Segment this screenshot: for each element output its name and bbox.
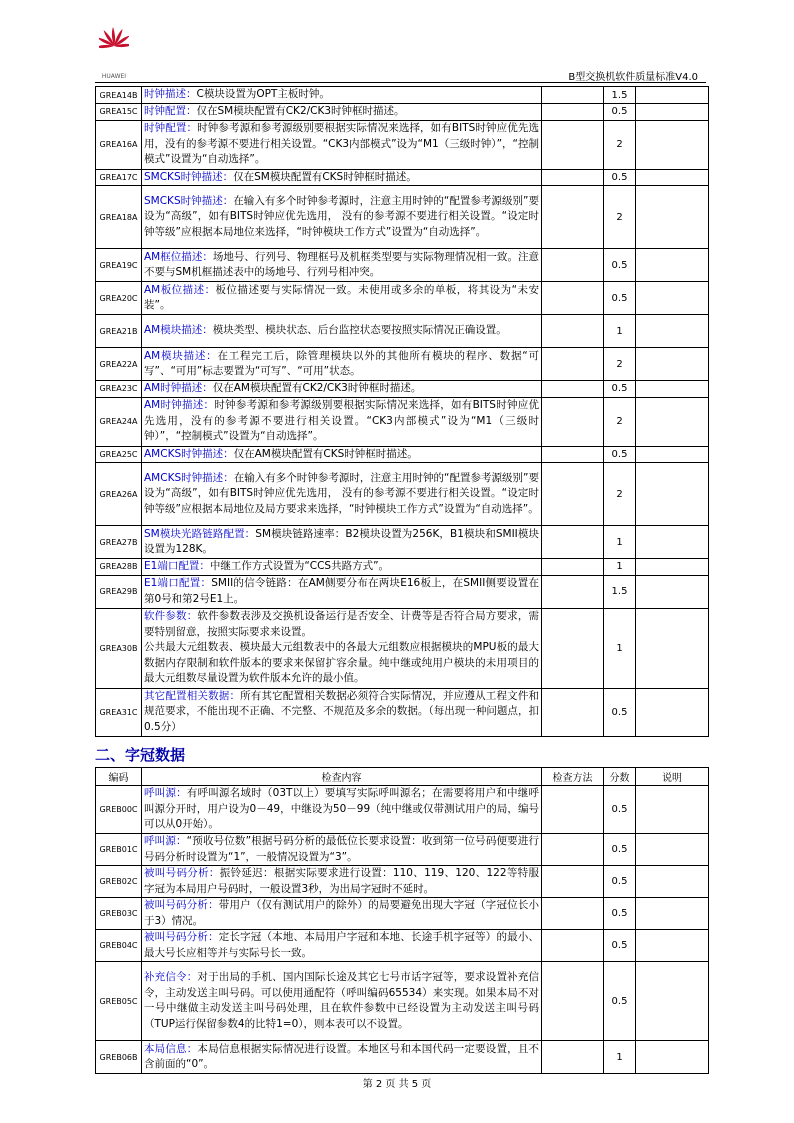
header-method: 检查方法 bbox=[542, 768, 604, 786]
row-code: GREA17C bbox=[96, 169, 142, 186]
row-content bbox=[142, 962, 542, 1041]
row-score: 1 bbox=[604, 1041, 636, 1074]
row-note bbox=[636, 381, 709, 398]
row-score: 0.5 bbox=[604, 169, 636, 186]
row-text: C模块设置为OPT主板时钟。 bbox=[196, 88, 330, 101]
row-text: 板位描述要与实际情况一致。未使用或多余的单板，将其设为“未安装”。 bbox=[144, 283, 539, 311]
table-row bbox=[96, 688, 709, 736]
row-note bbox=[636, 348, 709, 381]
row-text: SM模块链路速率：B2模块设置为256K，B1模块和SMII模块设置为128K。 bbox=[144, 527, 539, 555]
row-method bbox=[542, 866, 604, 898]
table-row bbox=[96, 559, 709, 576]
row-lead-label: AM板位描述： bbox=[144, 283, 216, 296]
row-code: GREA18A bbox=[96, 186, 142, 249]
row-score: 0.5 bbox=[604, 898, 636, 930]
row-note bbox=[636, 315, 709, 348]
row-lead-label: AM模块描述： bbox=[144, 324, 213, 337]
row-code: GREA19C bbox=[96, 249, 142, 282]
row-method bbox=[542, 186, 604, 249]
row-code: GREB03C bbox=[96, 898, 142, 930]
row-content bbox=[142, 104, 542, 121]
row-text: 带用户（仅有测试用户的除外）的局要避免出现大字冠（字冠位长小于3）情况。 bbox=[144, 899, 540, 927]
row-code: GREB05C bbox=[96, 962, 142, 1041]
row-text: 在输入有多个时钟参考源时，注意主用时钟的“配置参考源级别”要设为“高级”，如有BITS时钟应优先选用， 没有的参考源不要进行相关设置。“设定时钟等级”应根据本局地位及局方要求来选择，“时钟模块工作方式”设置为“自动选择”。 bbox=[144, 471, 539, 515]
row-code: GREA27B bbox=[96, 526, 142, 559]
row-score: 1 bbox=[604, 526, 636, 559]
table-row bbox=[96, 608, 709, 688]
row-lead-label: SMCKS时钟描述： bbox=[144, 194, 234, 207]
row-score: 1 bbox=[604, 608, 636, 688]
table-row bbox=[96, 962, 709, 1041]
row-code: GREA30B bbox=[96, 608, 142, 688]
row-note bbox=[636, 930, 709, 962]
row-content bbox=[142, 866, 542, 898]
row-text: 仅在AM模块配置有CK2/CK3时钟框时描述。 bbox=[212, 382, 422, 394]
row-code: GREB02C bbox=[96, 866, 142, 898]
row-score: 2 bbox=[604, 463, 636, 526]
row-note bbox=[636, 249, 709, 282]
row-note bbox=[636, 1041, 709, 1074]
row-lead-label: 本局信息： bbox=[144, 1042, 198, 1055]
row-content bbox=[142, 688, 542, 736]
row-note bbox=[636, 575, 709, 608]
row-content bbox=[142, 608, 542, 688]
row-note bbox=[636, 526, 709, 559]
table-row bbox=[96, 446, 709, 463]
row-note bbox=[636, 866, 709, 898]
row-score: 2 bbox=[604, 186, 636, 249]
row-score: 0.5 bbox=[604, 381, 636, 398]
row-lead-label: 其它配置相关数据： bbox=[144, 689, 241, 702]
table-row bbox=[96, 381, 709, 398]
table-row bbox=[96, 786, 709, 834]
row-text: SMII的信令链路：在AM侧要分布在两块E16板上，在SMII侧要设置在第0号和第2号E1上。 bbox=[144, 577, 539, 605]
row-lead-label: 时钟配置： bbox=[144, 105, 197, 117]
row-text: 定长字冠（本地、本局用户字冠和本地、长途手机字冠等）的最小、最大号长应相等并与实际号长一致。 bbox=[144, 931, 540, 959]
row-score: 0.5 bbox=[604, 282, 636, 315]
row-method bbox=[542, 249, 604, 282]
row-score: 0.5 bbox=[604, 834, 636, 866]
row-text: 振铃延迟：根据实际要求进行设置：110、119、120、122等特服字冠为本局用户号码时，一般设置3秒，为出局字冠时不延时。 bbox=[144, 867, 539, 895]
row-lead-label: 时钟描述： bbox=[144, 88, 197, 101]
table-row bbox=[96, 463, 709, 526]
table-row bbox=[96, 834, 709, 866]
row-content bbox=[142, 87, 542, 104]
table-row bbox=[96, 186, 709, 249]
row-code: GREA22A bbox=[96, 348, 142, 381]
row-method bbox=[542, 962, 604, 1041]
row-method bbox=[542, 575, 604, 608]
row-code: GREA26A bbox=[96, 463, 142, 526]
row-code: GREA16A bbox=[96, 120, 142, 169]
row-content bbox=[142, 898, 542, 930]
row-method bbox=[542, 446, 604, 463]
row-code: GREA29B bbox=[96, 575, 142, 608]
row-content bbox=[142, 381, 542, 398]
row-content bbox=[142, 1041, 542, 1074]
row-lead-label: E1端口配置： bbox=[144, 577, 212, 589]
document-title: B型交换机软件质量标准V4.0 bbox=[568, 72, 698, 83]
row-note bbox=[636, 688, 709, 736]
table-row bbox=[96, 898, 709, 930]
row-code: GREB00C bbox=[96, 786, 142, 834]
row-text: 场地号、行列号、物理框号及机框类型要与实际物理情况相一致。注意不要与SM机框描述表中的场地号、行列号相冲突。 bbox=[144, 250, 539, 278]
row-lead-label: 软件参数： bbox=[144, 610, 198, 623]
row-code: GREA23C bbox=[96, 381, 142, 398]
table-row bbox=[96, 1041, 709, 1074]
row-score: 0.5 bbox=[604, 446, 636, 463]
row-code: GREA25C bbox=[96, 446, 142, 463]
table-row bbox=[96, 866, 709, 898]
row-lead-label: 呼叫源： bbox=[144, 835, 187, 847]
row-content bbox=[142, 446, 542, 463]
row-text: 在输入有多个时钟参考源时，注意主用时钟的“配置参考源级别”要设为“高级”，如有BITS时钟应优先选用， 没有的参考源不要进行相关设置。“设定时钟等级”应根据本局地位来选择，“时钟模块工作方式”设置为“自动选择”。 bbox=[144, 194, 539, 238]
row-text: 时钟参考源和参考源级别要根据实际情况来选择，如有BITS时钟应优先选用，没有的参考源不要进行相关设置。“CK3内部模式”设为“M1（三级时钟）”，“控制模式”设置为“自动选择”。 bbox=[144, 399, 539, 443]
row-note bbox=[636, 186, 709, 249]
table-row bbox=[96, 348, 709, 381]
row-text: 软件参数表涉及交换机设备运行是否安全、计费等是否符合局方要求，需要特别留意，按照实际要求来设置。 公共最大元组数表、模块最大元组数表中的各最大元组数应根据模块的MPU板的最大数据内存限制和软件版本的要求来保留扩容余量。纯中继或纯用户模块的未用项目的最大元组数尽量设置为软件版本允许的最小值。 bbox=[144, 610, 540, 685]
row-content bbox=[142, 282, 542, 315]
row-method bbox=[542, 688, 604, 736]
row-score: 0.5 bbox=[604, 104, 636, 121]
row-method bbox=[542, 87, 604, 104]
row-lead-label: AMCKS时钟描述： bbox=[144, 447, 234, 460]
row-score: 0.5 bbox=[604, 866, 636, 898]
row-note bbox=[636, 786, 709, 834]
row-score: 0.5 bbox=[604, 930, 636, 962]
row-score: 2 bbox=[604, 348, 636, 381]
header-content: 检查内容 bbox=[142, 768, 542, 786]
row-content bbox=[142, 186, 542, 249]
row-score: 1 bbox=[604, 315, 636, 348]
row-lead-label: 补充信令： bbox=[144, 971, 198, 983]
row-content bbox=[142, 834, 542, 866]
row-method bbox=[542, 930, 604, 962]
row-text: 在工程完工后，除管理模块以外的其他所有模块的程序、数据“可写”、“可用”标志要置为“可写”、“可用”状态。 bbox=[144, 349, 539, 377]
row-note bbox=[636, 463, 709, 526]
row-score: 2 bbox=[604, 397, 636, 446]
row-text: 本局信息根据实际情况进行设置。本地区号和本国代码一定要设置，且不含前面的“0”。 bbox=[144, 1042, 540, 1070]
header-code: 编码 bbox=[96, 768, 142, 786]
table-row bbox=[96, 282, 709, 315]
row-lead-label: 被叫号码分析： bbox=[144, 899, 219, 911]
row-score: 0.5 bbox=[604, 962, 636, 1041]
table-row bbox=[96, 526, 709, 559]
row-method bbox=[542, 282, 604, 315]
row-score: 0.5 bbox=[604, 249, 636, 282]
row-content bbox=[142, 526, 542, 559]
row-lead-label: AM时钟描述： bbox=[144, 399, 215, 412]
row-method bbox=[542, 315, 604, 348]
row-content bbox=[142, 397, 542, 446]
row-text: 有呼叫源名域时（03T以上）要填写实际呼叫源名；在需要将用户和中继呼叫源分开时，用户设为0－49，中继设为50－99（纯中继或仅带测试用户的局，编号可以从0开始）。 bbox=[144, 787, 540, 831]
row-code: GREB06B bbox=[96, 1041, 142, 1074]
row-note bbox=[636, 120, 709, 169]
row-note bbox=[636, 834, 709, 866]
row-text: 对于出局的手机、国内国际长途及其它七号市话字冠等，要求设置补充信令，主动发送主叫号码。可以使用通配符（呼叫编码65534）来实现。如果本局不对一号中继做主动发送主叫号码处理，且在软件参数中已经设置为主动发送主叫号码（TUP运行保留参数4的比特1=0），则本表可以不设置。 bbox=[144, 971, 540, 1030]
table-row bbox=[96, 397, 709, 446]
prefix-data-table bbox=[95, 767, 709, 1074]
row-text: 仅在SM模块配置有CKS时钟框时描述。 bbox=[233, 170, 417, 183]
row-lead-label: 时钟配置： bbox=[144, 122, 198, 135]
table-row bbox=[96, 87, 709, 104]
row-method bbox=[542, 120, 604, 169]
table-row bbox=[96, 249, 709, 282]
logo-text: HUAWEI bbox=[101, 73, 127, 80]
row-content bbox=[142, 169, 542, 186]
row-code: GREA24A bbox=[96, 397, 142, 446]
row-content bbox=[142, 463, 542, 526]
row-lead-label: AM框位描述： bbox=[144, 250, 213, 263]
row-lead-label: AM模块描述： bbox=[144, 349, 218, 362]
section-heading: 二、字冠数据 bbox=[95, 746, 186, 764]
row-method bbox=[542, 786, 604, 834]
row-text: 模块类型、模块状态、后台监控状态要按照实际情况正确设置。 bbox=[212, 324, 507, 337]
row-note bbox=[636, 446, 709, 463]
row-method bbox=[542, 834, 604, 866]
header-rule bbox=[95, 82, 706, 83]
table-row bbox=[96, 930, 709, 962]
row-method bbox=[542, 463, 604, 526]
row-method bbox=[542, 169, 604, 186]
row-score: 1.5 bbox=[604, 575, 636, 608]
row-note bbox=[636, 104, 709, 121]
row-method bbox=[542, 526, 604, 559]
row-method bbox=[542, 381, 604, 398]
row-method bbox=[542, 898, 604, 930]
table-header-row bbox=[96, 768, 709, 786]
page-number: 第 2 页 共 5 页 bbox=[362, 1079, 432, 1090]
row-code: GREA14B bbox=[96, 87, 142, 104]
row-text: 仅在AM模块配置有CKS时钟框时描述。 bbox=[233, 447, 418, 460]
table-row bbox=[96, 104, 709, 121]
row-note bbox=[636, 898, 709, 930]
row-text: 所有其它配置相关数据必须符合实际情况，并应遵从工程文件和规范要求，不能出现不正确、不完整、不规范及多余的数据。（每出现一种问题点，扣0.5分） bbox=[144, 689, 539, 733]
row-text: “预收号位数”根据号码分析的最低位长要求设置：收到第一位号码便要进行号码分析时设置为“1”，一般情况设置为“3”。 bbox=[144, 835, 539, 863]
row-lead-label: 被叫号码分析： bbox=[144, 931, 219, 943]
row-code: GREA15C bbox=[96, 104, 142, 121]
row-text: 仅在SM模块配置有CK2/CK3时钟框时描述。 bbox=[196, 105, 405, 117]
table-row bbox=[96, 575, 709, 608]
row-score: 0.5 bbox=[604, 786, 636, 834]
row-code: GREB04C bbox=[96, 930, 142, 962]
row-content bbox=[142, 348, 542, 381]
row-note bbox=[636, 962, 709, 1041]
row-note bbox=[636, 559, 709, 576]
table-row bbox=[96, 315, 709, 348]
row-content bbox=[142, 930, 542, 962]
row-text: 中继工作方式设置为“CCS共路方式”。 bbox=[209, 560, 390, 572]
row-lead-label: SMCKS时钟描述： bbox=[144, 170, 234, 183]
table-row bbox=[96, 169, 709, 186]
row-note bbox=[636, 169, 709, 186]
row-code: GREB01C bbox=[96, 834, 142, 866]
row-text: 时钟参考源和参考源级别要根据实际情况来选择，如有BITS时钟应优先选用，没有的参考源不要进行相关设置。“CK3内部模式”设为“M1（三级时钟）”，“控制模式”设置为“自动选择”。 bbox=[144, 122, 539, 166]
row-score: 1 bbox=[604, 559, 636, 576]
row-lead-label: AMCKS时钟描述： bbox=[144, 471, 234, 484]
row-note bbox=[636, 397, 709, 446]
header-note: 说明 bbox=[636, 768, 709, 786]
row-lead-label: 被叫号码分析： bbox=[144, 867, 220, 879]
row-note bbox=[636, 608, 709, 688]
row-code: GREA21B bbox=[96, 315, 142, 348]
row-method bbox=[542, 1041, 604, 1074]
row-score: 2 bbox=[604, 120, 636, 169]
table-row bbox=[96, 120, 709, 169]
row-method bbox=[542, 397, 604, 446]
huawei-logo bbox=[99, 24, 129, 80]
row-content bbox=[142, 315, 542, 348]
row-content bbox=[142, 120, 542, 169]
row-method bbox=[542, 608, 604, 688]
row-content bbox=[142, 249, 542, 282]
row-code: GREA20C bbox=[96, 282, 142, 315]
row-score: 0.5 bbox=[604, 688, 636, 736]
row-note bbox=[636, 87, 709, 104]
row-content bbox=[142, 575, 542, 608]
row-content bbox=[142, 786, 542, 834]
row-lead-label: SM模块光路链路配置： bbox=[144, 527, 256, 540]
row-method bbox=[542, 559, 604, 576]
header-score: 分数 bbox=[604, 768, 636, 786]
row-score: 1.5 bbox=[604, 87, 636, 104]
row-method bbox=[542, 104, 604, 121]
row-content bbox=[142, 559, 542, 576]
row-lead-label: AM时钟描述： bbox=[144, 382, 213, 394]
row-code: GREA31C bbox=[96, 688, 142, 736]
clock-config-table bbox=[95, 86, 709, 737]
row-lead-label: 呼叫源： bbox=[144, 787, 187, 800]
row-note bbox=[636, 282, 709, 315]
row-code: GREA28B bbox=[96, 559, 142, 576]
row-lead-label: E1端口配置： bbox=[144, 560, 210, 572]
row-method bbox=[542, 348, 604, 381]
